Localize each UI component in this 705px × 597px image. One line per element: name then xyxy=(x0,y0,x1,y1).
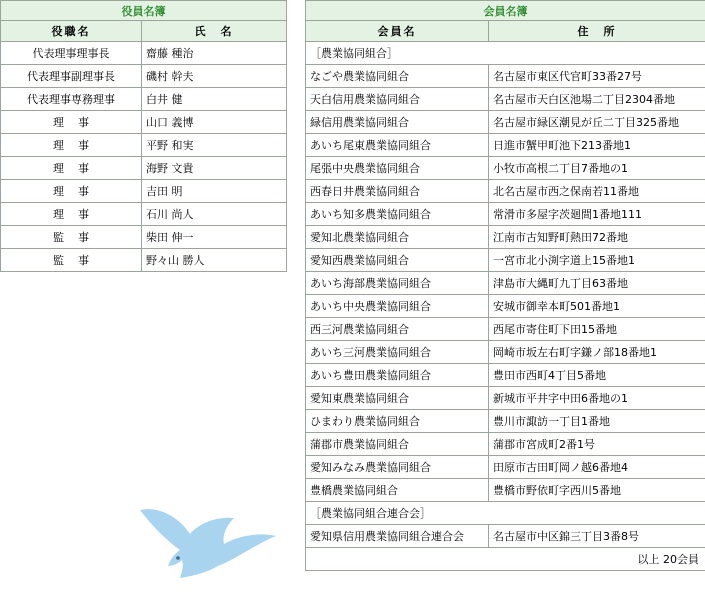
member-address: 小牧市高根二丁目7番地の1 xyxy=(489,157,705,180)
member-address: 一宮市北小渕字道上15番地1 xyxy=(489,249,705,272)
section-label: ［農業協同組合連合会］ xyxy=(306,502,705,525)
officer-name: 野々山 勝人 xyxy=(142,249,287,272)
officer-role: 監事 xyxy=(1,226,142,249)
member-address: 豊川市諏訪一丁目1番地 xyxy=(489,410,705,433)
officer-name: 齋藤 種治 xyxy=(142,42,287,65)
officer-row xyxy=(1,157,287,180)
member-address: 江南市古知野町熱田72番地 xyxy=(489,226,705,249)
member-address: 蒲郡市宮成町2番1号 xyxy=(489,433,705,456)
member-name: あいち三河農業協同組合 xyxy=(306,341,489,364)
member-address: 日進市蟹甲町池下213番地1 xyxy=(489,134,705,157)
member-name: 西春日井農業協同組合 xyxy=(306,180,489,203)
member-name: 愛知北農業協同組合 xyxy=(306,226,489,249)
member-row xyxy=(306,387,705,410)
officer-name: 吉田 明 xyxy=(142,180,287,203)
officers-header-role: 役職名 xyxy=(1,21,142,42)
member-name: 蒲郡市農業協同組合 xyxy=(306,433,489,456)
officers-caption: 役員名簿 xyxy=(1,1,287,21)
officer-role: 理事 xyxy=(1,203,142,226)
members-header-name: 会員名 xyxy=(306,21,489,42)
officer-name: 平野 和実 xyxy=(142,134,287,157)
member-address: 名古屋市中区錦三丁目3番8号 xyxy=(489,525,705,548)
officer-role: 代表理事専務理事 xyxy=(1,88,142,111)
officers-header-name: 氏 名 xyxy=(142,21,287,42)
officer-role: 理事 xyxy=(1,180,142,203)
officer-row xyxy=(1,226,287,249)
officer-role: 理事 xyxy=(1,134,142,157)
officer-role: 理事 xyxy=(1,157,142,180)
member-name: 愛知みなみ農業協同組合 xyxy=(306,456,489,479)
member-address: 名古屋市東区代官町33番27号 xyxy=(489,65,705,88)
officer-row xyxy=(1,111,287,134)
officer-name: 海野 文貴 xyxy=(142,157,287,180)
member-name: 尾張中央農業協同組合 xyxy=(306,157,489,180)
member-address: 豊橋市野依町字西川5番地 xyxy=(489,479,705,502)
member-name: 愛知東農業協同組合 xyxy=(306,387,489,410)
member-address: 常滑市多屋字茨廻間1番地111 xyxy=(489,203,705,226)
member-row xyxy=(306,134,705,157)
member-address: 安城市御幸本町501番地1 xyxy=(489,295,705,318)
member-address: 豊田市西町4丁目5番地 xyxy=(489,364,705,387)
officer-role: 理事 xyxy=(1,111,142,134)
member-address: 名古屋市天白区池場二丁目2304番地 xyxy=(489,88,705,111)
section-label: ［農業協同組合］ xyxy=(306,42,705,65)
officer-row xyxy=(1,249,287,272)
member-name: 緑信用農業協同組合 xyxy=(306,111,489,134)
officer-name: 磯村 幹夫 xyxy=(142,65,287,88)
member-name: 愛知県信用農業協同組合連合会 xyxy=(306,525,489,548)
member-row xyxy=(306,525,705,548)
member-name: あいち知多農業協同組合 xyxy=(306,203,489,226)
member-address: 北名古屋市西之保南若11番地 xyxy=(489,180,705,203)
member-row xyxy=(306,65,705,88)
member-address: 新城市平井字中田6番地の1 xyxy=(489,387,705,410)
member-address: 西尾市寄住町下田15番地 xyxy=(489,318,705,341)
member-row xyxy=(306,433,705,456)
section-row xyxy=(306,502,705,525)
member-row xyxy=(306,295,705,318)
member-name: 愛知西農業協同組合 xyxy=(306,249,489,272)
member-row xyxy=(306,180,705,203)
officer-role: 代表理事理事長 xyxy=(1,42,142,65)
officer-name: 山口 義博 xyxy=(142,111,287,134)
officer-row xyxy=(1,42,287,65)
member-name: あいち中央農業協同組合 xyxy=(306,295,489,318)
officer-row xyxy=(1,65,287,88)
officers-table xyxy=(0,0,287,272)
officer-name: 白井 健 xyxy=(142,88,287,111)
member-name: あいち豊田農業協同組合 xyxy=(306,364,489,387)
members-table xyxy=(305,0,705,571)
members-caption: 会員名簿 xyxy=(306,1,705,21)
officer-role: 代表理事副理事長 xyxy=(1,65,142,88)
member-row xyxy=(306,364,705,387)
member-name: あいち尾東農業協同組合 xyxy=(306,134,489,157)
member-address: 岡崎市坂左右町字鎌ノ部18番地1 xyxy=(489,341,705,364)
member-row xyxy=(306,272,705,295)
member-name: 豊橋農業協同組合 xyxy=(306,479,489,502)
member-address: 名古屋市緑区潮見が丘二丁目325番地 xyxy=(489,111,705,134)
members-header-address: 住 所 xyxy=(489,21,705,42)
member-row xyxy=(306,479,705,502)
member-row xyxy=(306,157,705,180)
member-row xyxy=(306,249,705,272)
member-name: なごや農業協同組合 xyxy=(306,65,489,88)
member-name: 西三河農業協同組合 xyxy=(306,318,489,341)
member-row xyxy=(306,226,705,249)
officer-row xyxy=(1,134,287,157)
officer-role: 監事 xyxy=(1,249,142,272)
member-row xyxy=(306,456,705,479)
officer-name: 石川 尚人 xyxy=(142,203,287,226)
officer-row xyxy=(1,203,287,226)
member-name: 天白信用農業協同組合 xyxy=(306,88,489,111)
member-row xyxy=(306,88,705,111)
section-row xyxy=(306,42,705,65)
member-row xyxy=(306,318,705,341)
officer-name: 柴田 伸一 xyxy=(142,226,287,249)
member-row xyxy=(306,410,705,433)
member-address: 田原市古田町岡ノ越6番地4 xyxy=(489,456,705,479)
member-name: あいち海部農業協同組合 xyxy=(306,272,489,295)
officer-row xyxy=(1,88,287,111)
member-row xyxy=(306,111,705,134)
member-row xyxy=(306,341,705,364)
bird-icon xyxy=(138,496,278,580)
member-name: ひまわり農業協同組合 xyxy=(306,410,489,433)
total-row xyxy=(306,548,705,571)
member-row xyxy=(306,203,705,226)
total-count: 以上 20会員 xyxy=(306,548,705,571)
member-address: 津島市大縄町九丁目63番地 xyxy=(489,272,705,295)
officer-row xyxy=(1,180,287,203)
